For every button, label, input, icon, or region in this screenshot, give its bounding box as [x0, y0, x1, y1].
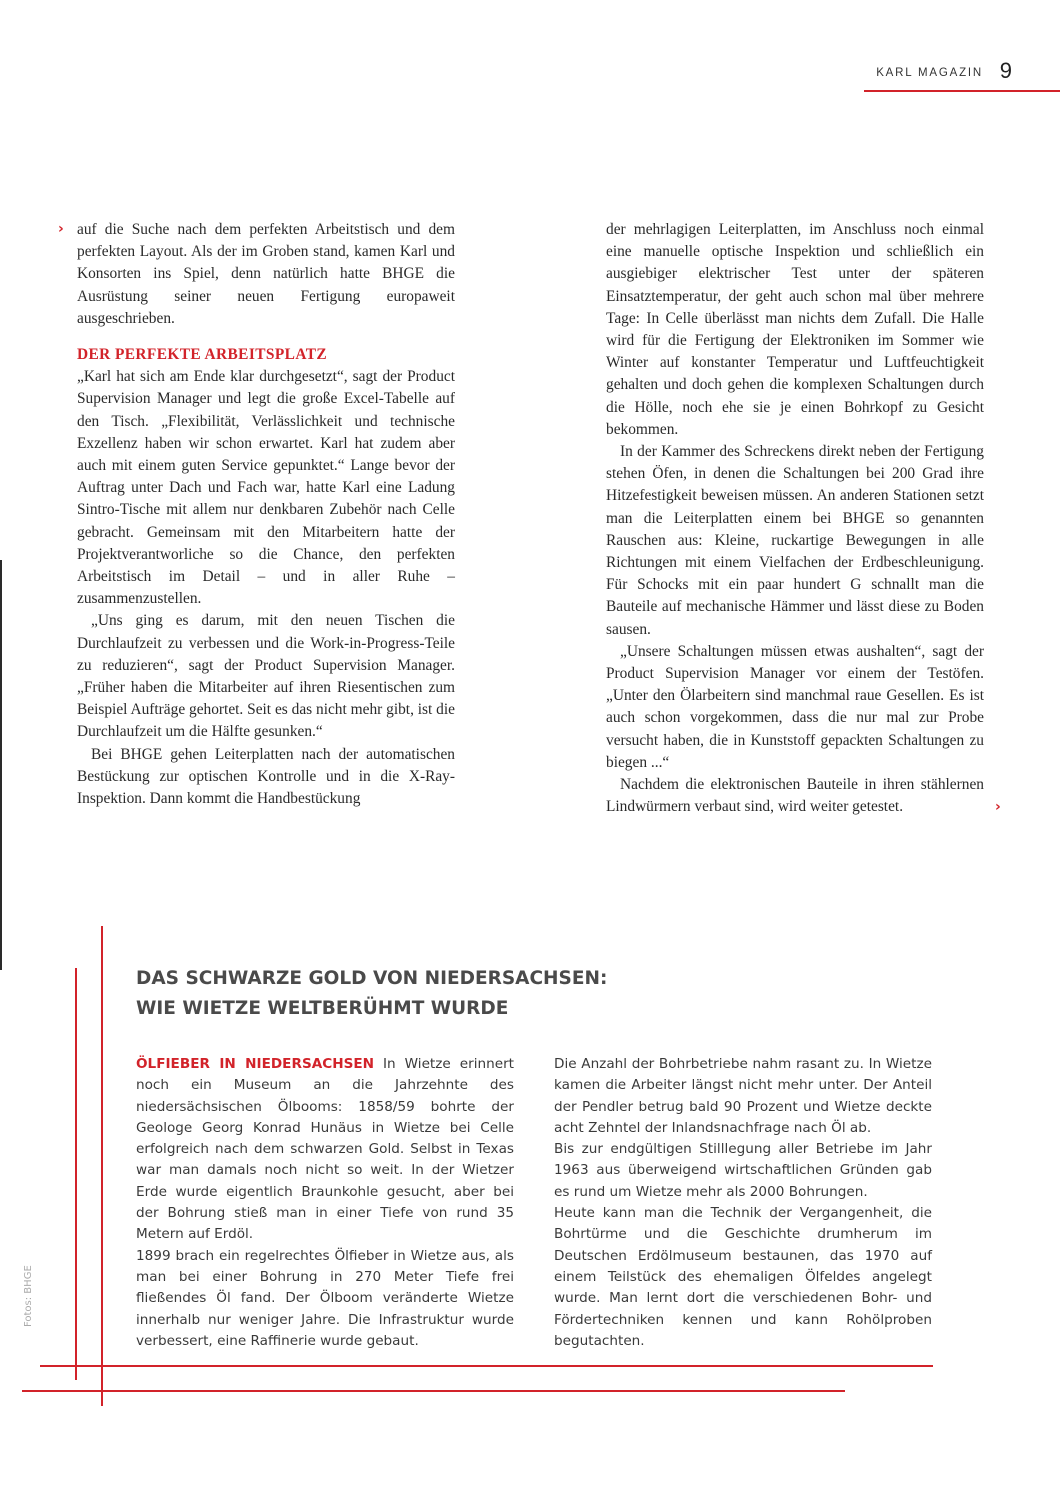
article-paragraph: „Karl hat sich am Ende klar durchgesetzt“, sagt der Product Supervision Manager und legt die große Excel-Tabelle auf den Tisch. „Flexibilität, Verlässlichkeit und technische Exzellenz haben wir schon erwartet. Karl hat zudem aber auch mit einem guten Service gepunktet.“ Lange bevor der Auftrag unter Dach und Fach war, hatte Karl eine Ladung Sintro-Tische mit allem nur denkbaren Zubehör nach Celle gebracht. Gemeinsam mit den Mitarbeitern hatte der Projektverantworliche so die Chance, den perfekten Arbeitstisch im Detail – und in aller Ruhe – zusammenzustellen.	[77, 368, 455, 608]
article-paragraph: auf die Suche nach dem perfekten Arbeitstisch und dem perfekten Layout. Als der im Groben stand, kamen Karl und Konsorten ins Spiel, denn natürlich hatte BHGE die Ausrüstung seiner neuen Fertigung europaweit ausgeschrieben.	[77, 221, 455, 327]
page-number: 9	[999, 58, 1012, 83]
header-rule	[864, 90, 1060, 92]
article-paragraph: Bei BHGE gehen Leiterplatten nach der automatischen Bestückung zur optischen Kontrolle und in die X-Ray-Inspektion. Dann kommt die Handbestückung	[77, 745, 455, 808]
article-paragraph: Nachdem die elektronischen Bauteile in ihren stählernen Lindwürmern verbaut sind, wird weiter getestet.	[606, 776, 984, 816]
infobox-lead: ÖLFIEBER IN NIEDERSACHSEN	[136, 1056, 375, 1072]
infobox-title-line2: WIE WIETZE WELTBERÜHMT WURDE	[136, 998, 509, 1019]
box-frame-vertical-2	[75, 968, 77, 1380]
article-column-right	[606, 219, 984, 818]
infobox-paragraph: Die Anzahl der Bohrbetriebe nahm rasant zu. In Wietze kamen die Arbeiter längst nicht mehr unter. Der Anteil der Pendler betrug bald 90 Prozent und Wietze deckte acht Zehntel der Inlandsnachfrage nach Öl ab.	[554, 1056, 932, 1136]
infobox-paragraph: 1899 brach ein regelrechtes Ölfieber in Wietze aus, als man bei einer Bohrung in 270 Meter Tiefe frei fließendes Öl fand. Der Ölboom veränderte Wietze innerhalb nur weniger Jahre. Die Infrastruktur wurde verbessert, eine Raffinerie wurde gebaut.	[136, 1247, 514, 1349]
box-frame-horizontal-1	[40, 1365, 933, 1367]
magazine-name: KARL MAGAZIN	[876, 67, 983, 79]
article-paragraph: „Uns ging es darum, mit den neuen Tischen die Durchlaufzeit zu verbessen und die Work-in-Progress-Teile zu reduzieren“, sagt der Product Supervision Manager. „Früher haben die Mitarbeiter auf ihren Riesentischen zum Beispiel Aufträge gehortet. Seit es das nicht mehr gibt, ist die Durchlaufzeit um die Hälfte gesunken.“	[77, 612, 455, 741]
photo-credit: Fotos: BHGE	[23, 1265, 34, 1327]
edge-mark	[0, 560, 2, 970]
box-frame-horizontal-2	[22, 1390, 845, 1392]
infobox-column-right	[554, 1054, 932, 1352]
section-heading: DER PERFEKTE ARBEITSPLATZ	[77, 346, 328, 364]
continued-arrow-icon: ›	[995, 799, 1001, 815]
infobox-paragraph: Heute kann man die Technik der Vergangenheit, die Bohrtürme und die Geschichte drumherum im Deutschen Erdölmuseum bestaunen, das 1970 auf einem Teilstück des ehemaligen Ölfeldes angelegt wurde. Man lernt dort die verschiedenen Bohr- und Fördertechniken kennen und kann Rohölproben begutachten.	[554, 1205, 932, 1349]
infobox-paragraph	[136, 1054, 514, 1246]
continued-from-arrow-icon: ›	[58, 221, 64, 237]
article-column-left	[77, 219, 455, 810]
infobox-title	[136, 964, 936, 1024]
infobox-paragraph: Bis zur endgültigen Stilllegung aller Betriebe im Jahr 1963 aus überweigend wirtschaftlichen Gründen gab es rund um Wietze mehr als 2000 Bohrungen.	[554, 1141, 932, 1200]
article-paragraph: In der Kammer des Schreckens direkt neben der Fertigung stehen Öfen, in denen die Schaltungen bei 200 Grad ihre Hitzefestigkeit beweisen müssen. An anderen Stationen setzt man die Leiterplatten einem bei BHGE so genannten Rauschen aus: Kleine, ruckartige Bewegungen in alle Richtungen mit einem Vielfachen der Erdbeschleunigung. Für Schocks mit ein paar hundert G schnallt man die Bauteile auf mechanische Hämmer und lässt diese zu Boden sausen.	[606, 443, 984, 638]
article-paragraph: „Unsere Schaltungen müssen etwas aushalten“, sagt der Product Supervision Manager vor einem der Testöfen. „Unter den Ölarbeitern sind manchmal raue Gesellen. Es ist auch schon vorgekommen, dass die nur mal zur Probe versucht haben, die in Kunststoff gepackten Schaltungen zu biegen ...“	[606, 642, 984, 771]
infobox-column-left	[136, 1054, 514, 1352]
infobox-title-line1: DAS SCHWARZE GOLD VON NIEDERSACHSEN:	[136, 968, 608, 989]
article-paragraph: der mehrlagigen Leiterplatten, im Anschluss noch einmal eine manuelle optische Inspektion und schließlich ein ausgiebiger elektrischer Test unter der späteren Einsatztemperatur, der geht auch schon mal über mehrere Tage: In Celle überlässt man nichts dem Zufall. Die Halle wird für die Fertigung der Elektroniken im Sommer wie Winter auf konstanter Temperatur und Luftfeuchtigkeit gehalten und doch gehen die komplexen Schaltungen durch die Hölle, noch ehe sie je einen Bohrkopf zu Gesicht bekommen.	[606, 221, 984, 438]
box-frame-vertical-1	[101, 926, 103, 1406]
infobox-paragraph-text: In Wietze erinnert noch ein Museum an die Jahrzehnte des niedersächsischen Ölbooms: 1858/59 bohrte der Geologe Georg Konrad Hunäus in Wietze bei Celle erfolgreich nach dem schwarzen Gold. Selbst in Texas war man damals noch nicht so weit. In der Wietzer Erde wurde eigentlich Braunkohle gesucht, aber bei der Bohrung stieß man in einer Tiefe von rund 35 Metern auf Erdöl.	[136, 1056, 514, 1243]
